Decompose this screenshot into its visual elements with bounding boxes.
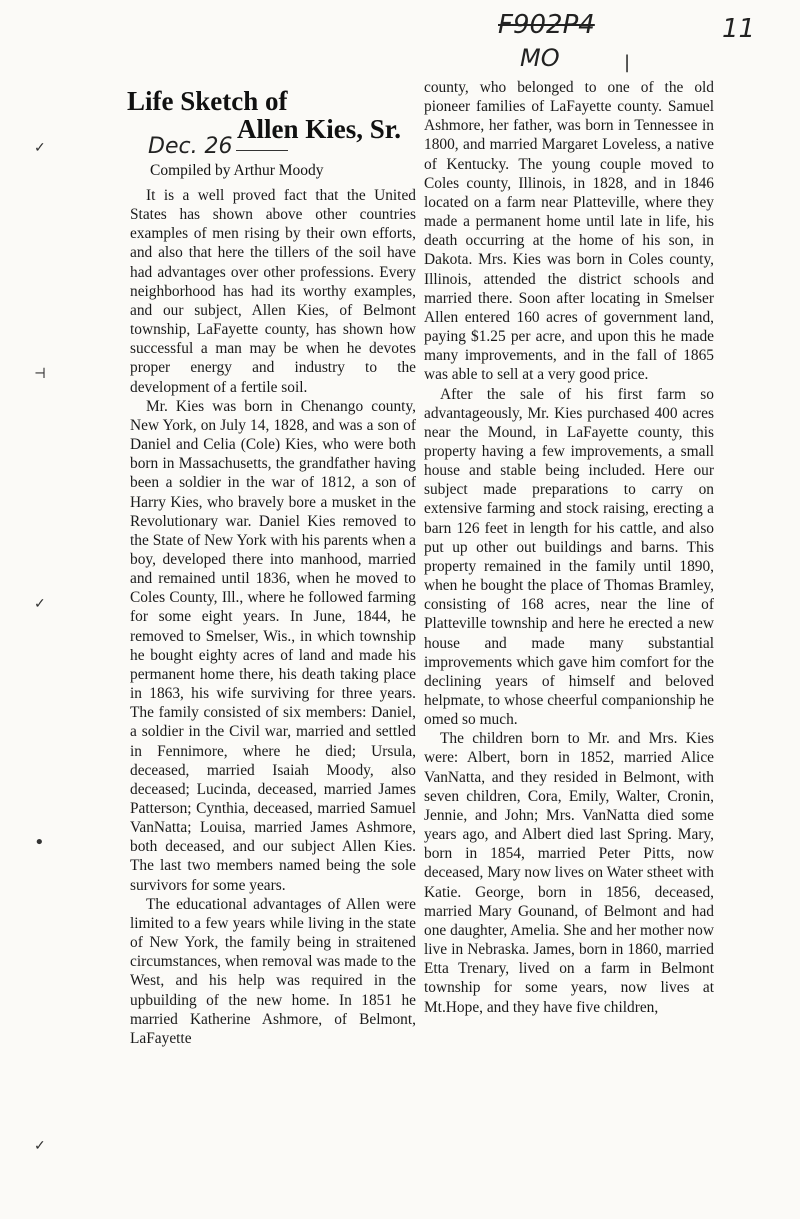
page-number: 11 [722, 14, 756, 44]
left-column [130, 186, 416, 1048]
date-annotation: Dec. 26 [148, 134, 233, 159]
right-paragraph: The children born to Mr. and Mrs. Kies were: Albert, born in 1852, married Alice VanNatta, and they resided in Belmont, with seven children, Cora, Emily, Walter, Cronin, Jennie, and John; Mrs. VanNatta died some years ago, and Albert died last Spring. Mary, born in 1854, married Peter Pitts, now deceased, Mary now lives on Water stheet with Katie. George, born in 1856, deceased, married Mary Gounand, of Belmont and had one daughter, Amelia. She and her mother now live in Nebraska. James, born in 1860, married Etta Trenary, lived on a farm in Belmont township for some years, now lives at Mt.Hope, and they have five children, [424, 730, 714, 1016]
left-paragraph: It is a well proved fact that the United States has shown above other countries examples of men rising by their own efforts, and also that here the tillers of the soil have had advantages over other professions. Every neighborhood has had its worthy examples, and our subject, Allen Kies, of Belmont township, LaFayette county, has shown how successful a man may be when he devotes proper energy and industry to the development of a fertile soil. [130, 187, 416, 396]
margin-mark: ⊣ [34, 366, 47, 382]
page-number-annotation: | [624, 52, 631, 73]
article-title-line1: Life Sketch of [127, 86, 288, 116]
margin-mark: ✓ [34, 596, 46, 612]
margin-mark: • [34, 832, 45, 853]
byline: Compiled by Arthur Moody [150, 162, 324, 179]
file-code-annotation: F902P4 [498, 10, 595, 40]
subcode-annotation: MO [520, 44, 560, 72]
margin-mark: ✓ [34, 140, 46, 156]
right-paragraph: After the sale of his first farm so advantageously, Mr. Kies purchased 400 acres near the Mound, in LaFayette county, this property having a few improvements, a small house and stable being included. Here our subject made preparations to carry on extensive farming and stock raising, erecting a barn 126 feet in length for his cattle, and also put up other out buildings and barns. This property remained in the family until 1890, when he bought the place of Thomas Bramley, consisting of 168 acres, near the line of Platteville township and here he erected a new house and made many substantial improvements which gave him comfort for the declining years of himself and beloved helpmate, to whose cheerful companionship he omed so much. [424, 385, 714, 729]
right-paragraph: county, who belonged to one of the old pioneer families of LaFayette county. Samuel Ashmore, her father, was born in Tennessee in 1800, and married Margaret Loveless, a native of Kentucky. The young couple moved to Coles county, Illinois, in 1828, and in 1846 located on a farm near Platteville, where they made a permanent home until late in life, his death occurring at the home of his son, in Dakota. Mrs. Kies was born in Coles county, Illinois, attended the district schools and married there. Soon after locating in Smelser Allen entered 160 acres of government land, paying $1.25 per acre, and upon this he made many improvements, and in the fall of 1865 was able to sell at a very good price. [424, 79, 714, 384]
date-underline [236, 150, 288, 151]
left-paragraph: The educational advantages of Allen were limited to a few years while living in the state of New York, the family being in straitened circumstances, when removal was made to the West, and his help was required in the upbuilding of the new home. In 1851 he married Katherine Ashmore, of Belmont, LaFayette [130, 895, 416, 1047]
right-column [424, 78, 714, 1017]
margin-mark: ✓ [34, 1138, 46, 1154]
article-title-line2: Allen Kies, Sr. [237, 114, 402, 144]
left-paragraph: Mr. Kies was born in Chenango county, New York, on July 14, 1828, and was a son of Daniel and Celia (Cole) Kies, who were both born in Massachusetts, the grandfather having been a soldier in the war of 1812, a son of Harry Kies, who bravely bore a musket in the Revolutionary war. Daniel Kies removed to the State of New York with his parents when a boy, developed there into manhood, married and remained until 1836, when he moved to Coles County, Ill., where he followed farming for some eight years. In June, 1844, he removed to Smelser, Wis., in which township he bought eighty acres of land and made his permanent home there, his death taking place in 1863, his wife surviving for three years. The family consisted of six members: Daniel, a soldier in the Civil war, married and settled in Fennimore, where he died; Ursula, deceased, married Isaiah Moody, also deceased; Lucinda, deceased, married James Patterson; Cynthia, deceased, married Samuel VanNatta; Louisa, married James Ashmore, both deceased, and our subject Allen Kies. The last two members named being the sole survivors for some years. [130, 397, 416, 894]
